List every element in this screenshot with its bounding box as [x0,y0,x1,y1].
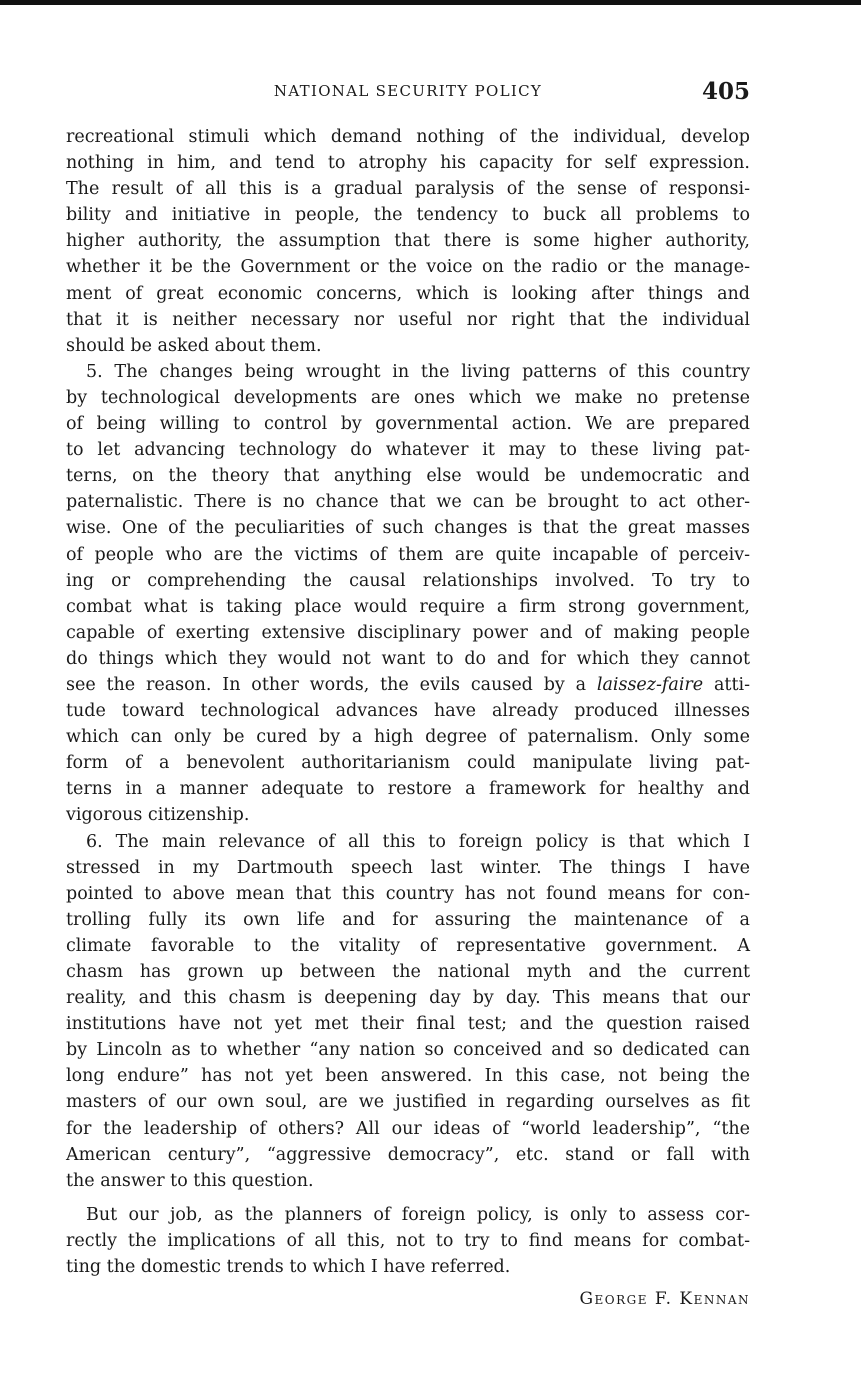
text-line: climate favorable to the vitality of representative government. A [66,935,750,956]
paragraph-closing [66,1202,750,1280]
paragraph-spacer [66,1194,750,1202]
text-line-with-italic [66,672,750,698]
text-line: to let advancing technology do whatever it may to these living pat- [66,440,750,461]
text-line: chasm has grown up between the national myth and the current [66,962,750,982]
text-line: masters of our own soul, are we justified in regarding ourselves as fit [66,1092,750,1113]
text-line: 5. The changes being wrought in the living patterns of this country [86,361,750,382]
running-header [66,78,750,108]
text-line: do things which they would not want to do and for which they cannot [66,648,750,669]
text-line: The result of all this is a gradual paralysis of the sense of responsi- [66,179,750,200]
text-line: nothing in him, and tend to atrophy his capacity for self expression. [66,153,750,174]
text-line: American century”, “aggressive democracy”, etc. stand or fall with [66,1144,750,1165]
text-line: wise. One of the peculiarities of such changes is that the great masses [66,518,750,539]
text-line: for the leadership of others? All our ideas of “world leadership”, “the [66,1118,750,1139]
text-line: institutions have not yet met their final test; and the question raised [66,1014,750,1035]
text-line: rectly the implications of all this, not to try to find means for combat- [66,1230,750,1251]
text-line: ing or comprehending the causal relationships involved. To try to [66,570,750,591]
text-line: bility and initiative in people, the tendency to buck all problems to [66,205,750,226]
text-line: 6. The main relevance of all this to foreign policy is that which I [86,831,750,852]
text-line: ment of great economic concerns, which is looking after things and [66,283,750,304]
page-number: 405 [701,78,750,105]
paragraph-point-5 [66,359,750,829]
text-line: of being willing to control by governmental action. We are prepared [66,414,750,435]
text-line: whether it be the Government or the voice on the radio or the manage- [66,257,750,278]
text-line: should be asked about them. [66,335,322,356]
text-run: see the reason. In other words, the evils caused by a [66,674,597,695]
text-line: tude toward technological advances have already produced illnesses [66,701,750,722]
running-title: NATIONAL SECURITY POLICY [273,82,543,100]
text-line: by technological developments are ones which we make no pretense [66,387,750,408]
text-line: trolling fully its own life and for assuring the maintenance of a [66,909,750,930]
body-text [66,124,750,1280]
text-line: of people who are the victims of them are quite incapable of perceiv- [66,544,750,565]
paragraph-continued [66,124,750,359]
text-line: terns in a manner adequate to restore a framework for healthy and [66,779,750,800]
text-line: paternalistic. There is no chance that we can be brought to act other- [66,492,750,513]
text-run: atti- [703,674,750,695]
text-line: pointed to above mean that this country has not found means for con- [66,883,750,904]
text-line: ting the domestic trends to which I have referred. [66,1257,511,1278]
text-line: recreational stimuli which demand nothing of the individual, develop [66,127,750,147]
text-line: by Lincoln as to whether “any nation so conceived and so dedicated can [66,1040,750,1061]
author-signature: George F. Kennan [579,1289,750,1309]
text-line: vigorous citizenship. [66,805,250,826]
text-line: capable of exerting extensive disciplinary power and of making people [66,622,750,643]
text-line: the answer to this question. [66,1170,314,1191]
text-line: long endure” has not yet been answered. In this case, not being the [66,1066,750,1087]
paragraph-point-6 [66,829,750,1194]
text-line: combat what is taking place would require a firm strong government, [66,596,750,617]
text-line: terns, on the theory that anything else would be undemocratic and [66,466,750,487]
text-line: form of a benevolent authoritarianism could manipulate living pat- [66,753,750,774]
text-line: higher authority, the assumption that there is some higher authority, [66,231,750,252]
page-top-border [0,0,861,5]
text-line: which can only be cured by a high degree of paternalism. Only some [66,727,750,748]
text-line: that it is neither necessary nor useful nor right that the individual [66,309,750,330]
italic-term: laissez-faire [596,674,704,695]
text-line: reality, and this chasm is deepening day by day. This means that our [66,988,750,1009]
text-line: stressed in my Dartmouth speech last winter. The things I have [66,857,750,878]
text-line: But our job, as the planners of foreign policy, is only to assess cor- [86,1204,750,1225]
